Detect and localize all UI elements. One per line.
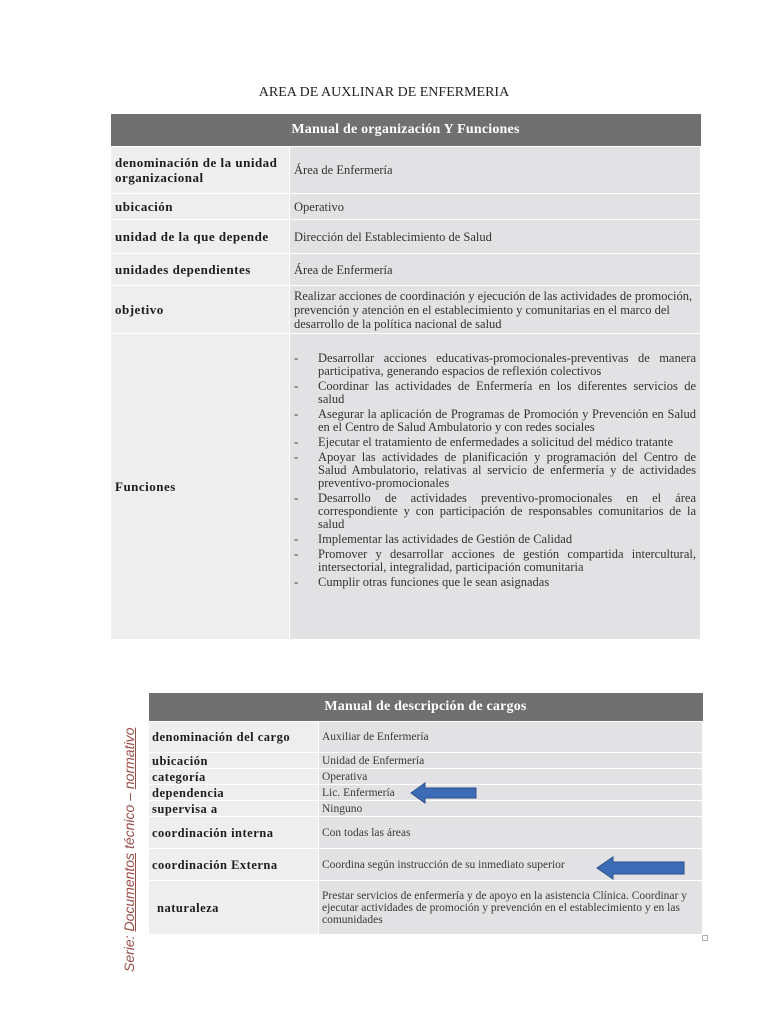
row-label: unidades dependientes — [111, 254, 290, 286]
page-title: AREA DE AUXLINAR DE ENFERMERIA — [258, 85, 510, 100]
row-value: Coordina según instrucción de su inmediato superior — [319, 849, 703, 881]
row-label: denominación de la unidad organizacional — [111, 147, 290, 194]
row-label: naturaleza — [149, 881, 319, 935]
row-value: Área de Enfermería — [290, 254, 701, 286]
organization-table — [110, 114, 701, 640]
list-item: - Promover y desarrollar acciones de gestión compartida intercultural, intersectorial, integralidad, participación comunitaria — [294, 548, 696, 574]
table-row — [149, 881, 703, 935]
row-value: Área de Enfermería — [290, 147, 701, 194]
row-label: unidad de la que depende — [111, 220, 290, 254]
list-item: - Ejecutar el tratamiento de enfermedades a solicitud del médico tratante — [294, 436, 696, 449]
list-item: - Coordinar las actividades de Enfermería en los diferentes servicios de salud — [294, 380, 696, 406]
row-label: ubicación — [149, 753, 319, 769]
list-item: - Apoyar las actividades de planificación y programación del Centro de Salud Ambulatorio, relativas al servicio de enfermería y de actividades preventivo-promocionales — [294, 451, 696, 490]
series-side-banner — [121, 728, 137, 972]
table-row — [149, 753, 703, 769]
row-label: coordinación interna — [149, 817, 319, 849]
row-value: Lic. Enfermería — [319, 785, 703, 801]
table-row — [149, 722, 703, 753]
table-row — [111, 286, 701, 334]
series-part-tecnico: técnico – — [121, 789, 137, 853]
row-label: coordinación Externa — [149, 849, 319, 881]
row-value: Prestar servicios de enfermería y de apoyo en la asistencia Clínica. Coordinar y ejecutar actividades de promoción y prevención en el establecimiento y en las comunidades — [319, 881, 703, 935]
table-row — [111, 254, 701, 286]
corner-marker — [702, 935, 708, 941]
list-item: - Desarrollo de actividades preventivo-promocionales en el área correspondiente y con participación de responsables comunitarios de la salud — [294, 492, 696, 531]
row-value: Ninguno — [319, 801, 703, 817]
table-row — [111, 147, 701, 194]
row-label: supervisa a — [149, 801, 319, 817]
series-part-normativo: normativo — [121, 727, 137, 790]
row-label: denominación del cargo — [149, 722, 319, 753]
row-label: ubicación — [111, 194, 290, 220]
organization-table-header: Manual de organización Y Funciones — [111, 114, 701, 147]
row-label: objetivo — [111, 286, 290, 334]
row-label: categoría — [149, 769, 319, 785]
blue-arrow-left-icon — [410, 782, 478, 804]
list-item: - Implementar las actividades de Gestión de Calidad — [294, 533, 696, 546]
functions-list — [294, 334, 696, 639]
row-value: Auxiliar de Enfermería — [319, 722, 703, 753]
table-row — [111, 220, 701, 254]
series-prefix: Serie: — [121, 931, 137, 972]
blue-arrow-left-icon — [596, 856, 686, 880]
list-item: - Desarrollar acciones educativas-promocionales-preventivas de manera participativa, generando espacios de reflexión colectivos — [294, 352, 696, 378]
series-part-documentos: Documentos — [121, 852, 137, 932]
table-row — [149, 817, 703, 849]
functions-row — [111, 334, 701, 640]
row-value: Realizar acciones de coordinación y ejecución de las actividades de promoción, prevención y atención en el establecimiento y comunitarias en el marco del desarrollo de la política nacional de salud — [290, 286, 701, 334]
row-value: Operativo — [290, 194, 701, 220]
positions-table-header: Manual de descripción de cargos — [149, 693, 703, 722]
row-value: Con todas las áreas — [319, 817, 703, 849]
positions-table — [148, 693, 703, 935]
row-value: Unidad de Enfermería — [319, 753, 703, 769]
row-label: dependencia — [149, 785, 319, 801]
functions-cell — [290, 334, 701, 640]
list-item: - Cumplir otras funciones que le sean asignadas — [294, 576, 696, 589]
table-row — [111, 194, 701, 220]
functions-label: Funciones — [111, 334, 290, 640]
list-item: - Asegurar la aplicación de Programas de Promoción y Prevención en Salud en el Centro de Salud Ambulatorio y con redes sociales — [294, 408, 696, 434]
row-value: Operativa — [319, 769, 703, 785]
row-value: Dirección del Establecimiento de Salud — [290, 220, 701, 254]
